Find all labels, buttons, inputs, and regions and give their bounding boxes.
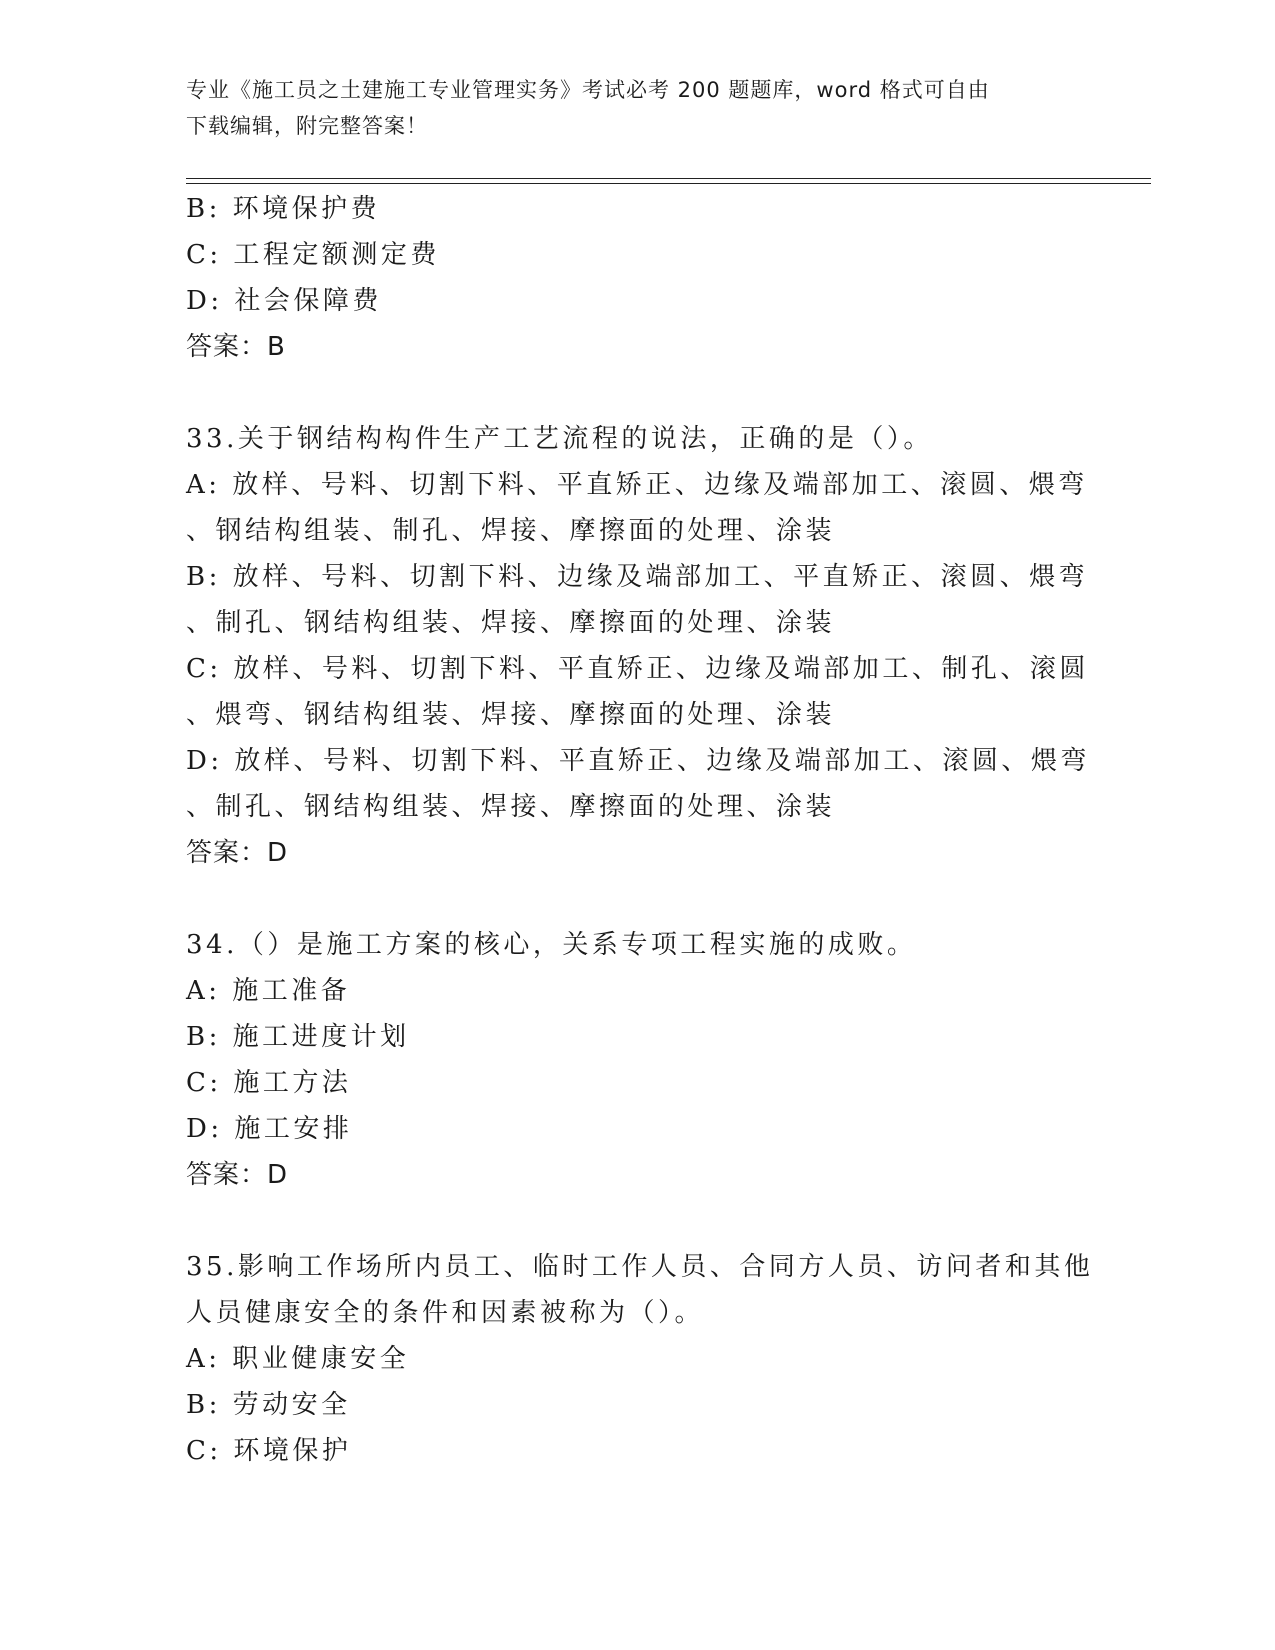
option-a: A: 施工准备 <box>186 976 351 1006</box>
question-stem-line-2: 人员健康安全的条件和因素被称为（）。 <box>186 1298 705 1328</box>
spacer <box>186 370 1086 416</box>
question-stem: 34.（）是施工方案的核心，关系专项工程实施的成败。 <box>186 930 917 960</box>
header-line-2: 下载编辑，附完整答案！ <box>186 114 428 138</box>
option-b-line-2: 、制孔、钢结构组装、焊接、摩擦面的处理、涂装 <box>186 608 836 638</box>
document-header <box>186 72 1076 144</box>
option-d-line-1: D: 放样、号料、切割下料、平直矫正、边缘及端部加工、滚圆、煨弯 <box>186 746 1090 776</box>
answer-label: 答案：D <box>186 1160 289 1190</box>
question-32-continued <box>186 186 1086 370</box>
spacer <box>186 876 1086 922</box>
header-divider-top <box>186 178 1151 179</box>
option-d: D: 社会保障费 <box>186 286 382 316</box>
option-c-line-2: 、煨弯、钢结构组装、焊接、摩擦面的处理、涂装 <box>186 700 836 730</box>
spacer <box>186 1198 1086 1244</box>
question-stem: 33.关于钢结构构件生产工艺流程的说法，正确的是（）。 <box>186 424 933 454</box>
option-b-line-1: B: 放样、号料、切割下料、边缘及端部加工、平直矫正、滚圆、煨弯 <box>186 562 1089 592</box>
header-divider-bottom <box>186 183 1151 184</box>
header-line-1: 专业《施工员之土建施工专业管理实务》考试必考 200 题题库，word 格式可自由 <box>186 78 990 102</box>
option-a: A: 职业健康安全 <box>186 1344 410 1374</box>
option-d: D: 施工安排 <box>186 1114 353 1144</box>
question-35 <box>186 1244 1094 1474</box>
option-c-line-1: C: 放样、号料、切割下料、平直矫正、边缘及端部加工、制孔、滚圆 <box>186 654 1089 684</box>
answer-label: 答案：B <box>186 332 286 362</box>
option-b: B: 环境保护费 <box>186 194 381 224</box>
option-a-line-1: A: 放样、号料、切割下料、平直矫正、边缘及端部加工、滚圆、煨弯 <box>186 470 1088 500</box>
option-c: C: 环境保护 <box>186 1436 352 1466</box>
answer-label: 答案：D <box>186 838 289 868</box>
question-stem-line-1: 35.影响工作场所内员工、临时工作人员、合同方人员、访问者和其他 <box>186 1252 1094 1282</box>
question-34 <box>186 922 1086 1198</box>
question-content <box>186 186 1094 1474</box>
option-a-line-2: 、钢结构组装、制孔、焊接、摩擦面的处理、涂装 <box>186 516 836 546</box>
option-d-line-2: 、制孔、钢结构组装、焊接、摩擦面的处理、涂装 <box>186 792 836 822</box>
option-c: C: 施工方法 <box>186 1068 352 1098</box>
option-b: B: 劳动安全 <box>186 1390 351 1420</box>
question-33 <box>186 416 1090 876</box>
option-c: C: 工程定额测定费 <box>186 240 440 270</box>
option-b: B: 施工进度计划 <box>186 1022 410 1052</box>
